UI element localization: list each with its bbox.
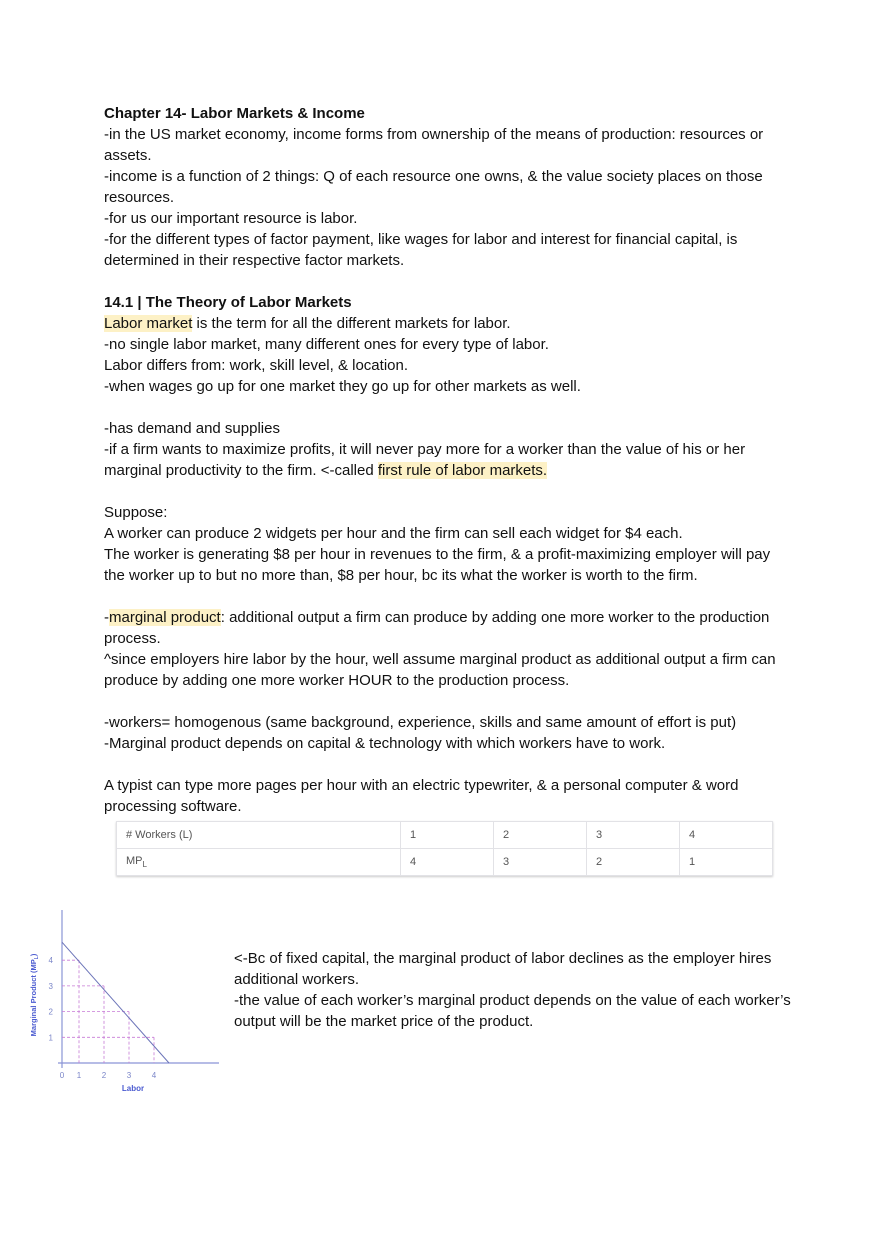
paragraph: -the value of each worker’s marginal product depends on the value of each worker’s output will be the market price of the product.	[234, 992, 791, 1030]
table-cell: 1	[401, 822, 494, 849]
table-cell: 4	[401, 849, 494, 876]
x-tick-label: 3	[126, 1071, 132, 1080]
paragraph: -for us our important resource is labor.	[104, 210, 358, 227]
table-cell: 4	[680, 822, 773, 849]
x-tick-label: 2	[101, 1071, 107, 1080]
y-tick-label: 2	[48, 1007, 53, 1017]
text: is the term for all the different markets for labor.	[192, 315, 511, 332]
text: : additional output a firm can produce by adding one more worker to the production process.	[104, 609, 770, 647]
paragraph: -income is a function of 2 things: Q of each resource one owns, & the value society places on those resources.	[104, 168, 763, 206]
table-cell: 2	[494, 822, 587, 849]
y-axis-label: Marginal Product $(MP_L)$	[29, 953, 40, 1037]
text: MP	[126, 854, 143, 867]
x-tick-label: 1	[76, 1071, 82, 1080]
highlight-term: first rule of labor markets.	[377, 462, 548, 479]
table-cell: 1	[680, 849, 773, 876]
paragraph: -has demand and supplies	[104, 420, 280, 437]
paragraph: -when wages go up for one market they go up for other markets as well.	[104, 378, 581, 395]
text: -	[104, 609, 109, 626]
paragraph: Suppose:	[104, 504, 168, 521]
paragraph: -no single labor market, many different ones for every type of labor.	[104, 336, 549, 353]
paragraph: A worker can produce 2 widgets per hour and the firm can sell each widget for $4 each.	[104, 525, 683, 542]
paragraph: A typist can type more pages per hour with an electric typewriter, & a personal computer & word processing software.	[104, 777, 739, 815]
highlight-term: Labor market	[104, 315, 193, 332]
highlight-term: marginal product	[109, 609, 221, 626]
subscript: L	[142, 860, 147, 870]
chart-caption	[234, 948, 794, 1032]
table-cell: # Workers (L)	[117, 822, 401, 849]
y-tick-label: 1	[48, 1033, 53, 1043]
paragraph: Labor differs from: work, skill level, & location.	[104, 357, 409, 374]
y-tick-label: 3	[48, 981, 53, 991]
paragraph: <-Bc of fixed capital, the marginal product of labor declines as the employer hires additional workers.	[234, 950, 772, 988]
table-cell: 2	[587, 849, 680, 876]
text: -if a firm wants to maximize profits, it will never pay more for a worker than the value of his or her marginal productivity to the firm. <-called	[104, 441, 746, 479]
section-title: 14.1 | The Theory of Labor Markets	[104, 294, 352, 311]
paragraph: The worker is generating $8 per hour in revenues to the firm, & a profit-maximizing employer will pay the worker up to but no more than, $8 per hour, bc its what the worker is worth to the firm.	[104, 546, 771, 584]
x-tick-label: 0	[59, 1071, 65, 1080]
x-axis-label: Labor	[121, 1084, 145, 1093]
table-cell: 3	[587, 822, 680, 849]
x-tick-label: 4	[151, 1071, 157, 1080]
paragraph: -in the US market economy, income forms from ownership of the means of production: resources or assets.	[104, 126, 764, 164]
paragraph: ^since employers hire labor by the hour, well assume marginal product as additional output a firm can produce by adding one more worker HOUR to the production process.	[104, 651, 776, 689]
y-tick-label: 4	[48, 956, 53, 966]
paragraph: -workers= homogenous (same background, experience, skills and same amount of effort is put)	[104, 714, 737, 731]
paragraph: -Marginal product depends on capital & technology with which workers have to work.	[104, 735, 666, 752]
table-cell: 3	[494, 849, 587, 876]
mp-chart	[0, 0, 240, 1247]
chapter-title: Chapter 14- Labor Markets & Income	[104, 105, 365, 122]
mp-line	[62, 942, 169, 1063]
paragraph: -for the different types of factor payment, like wages for labor and interest for financial capital, is determined in their respective factor markets.	[104, 231, 738, 269]
